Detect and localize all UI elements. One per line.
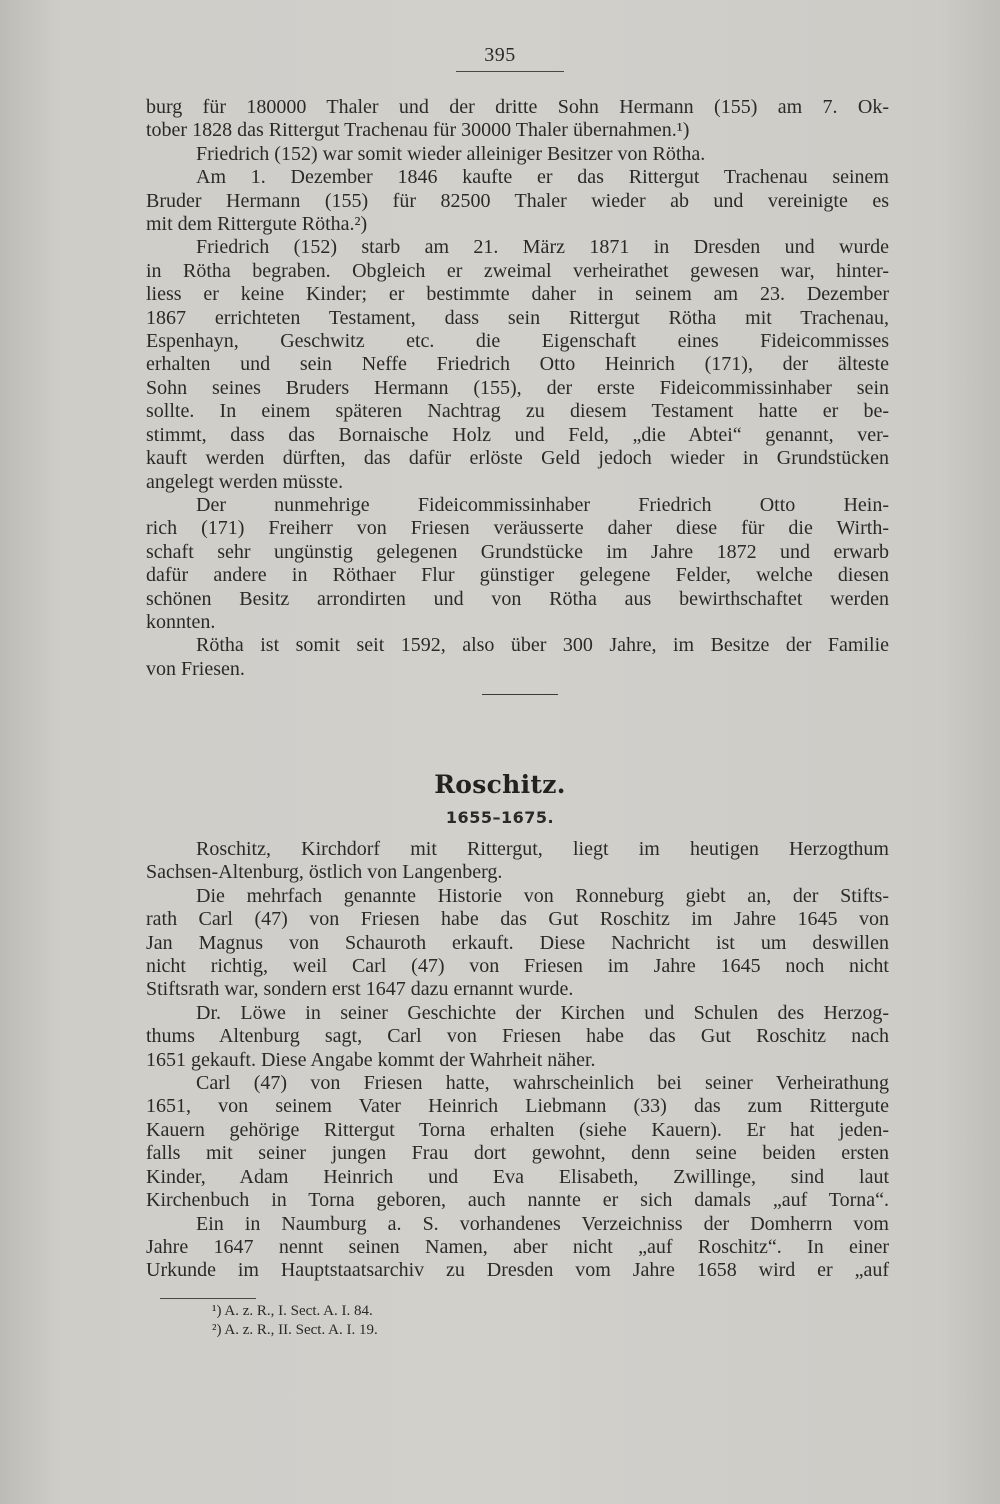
text-line: Urkunde im Hauptstaatsarchiv zu Dresden vom Jahre 1658 wird er „auf bbox=[146, 1259, 889, 1282]
text-line: Carl (47) von Friesen hatte, wahrscheinlich bei seiner Verheirathung bbox=[196, 1072, 889, 1095]
text-line: Espenhayn, Geschwitz etc. die Eigenschaft eines Fideicommisses bbox=[146, 330, 889, 353]
text-line: Kauern gehörige Rittergut Torna erhalten (siehe Kauern). Er hat jeden- bbox=[146, 1118, 889, 1141]
text-line: rich (171) Freiherr von Friesen veräusserte daher diese für die Wirth- bbox=[146, 517, 889, 540]
text-line: 1651 gekauft. Diese Angabe kommt der Wahrheit näher. bbox=[146, 1048, 596, 1071]
text-line: liess er keine Kinder; er bestimmte daher in seinem am 23. Dezember bbox=[146, 283, 889, 306]
text-line: dafür andere in Röthaer Flur günstiger gelegene Felder, welche diesen bbox=[146, 564, 889, 587]
text-line: rath Carl (47) von Friesen habe das Gut Roschitz im Jahre 1645 von bbox=[146, 908, 889, 931]
footnote: ²) A. z. R., II. Sect. A. I. 19. bbox=[212, 1322, 378, 1338]
text-line: Dr. Löwe in seiner Geschichte der Kirchen und Schulen des Herzog- bbox=[196, 1001, 889, 1024]
text-line: nicht richtig, weil Carl (47) von Friesen im Jahre 1645 noch nicht bbox=[146, 955, 889, 978]
text-block-roschitz bbox=[146, 838, 889, 1283]
text-block-roetha bbox=[146, 96, 889, 681]
text-line: Friedrich (152) starb am 21. März 1871 in Dresden und wurde bbox=[196, 236, 889, 259]
page-number-rule bbox=[456, 71, 564, 72]
text-line: thums Altenburg sagt, Carl von Friesen habe das Gut Roschitz nach bbox=[146, 1025, 889, 1048]
text-line: Sachsen-Altenburg, östlich von Langenberg. bbox=[146, 861, 503, 884]
footnote-rule bbox=[160, 1298, 256, 1299]
text-line: mit dem Rittergute Rötha.²) bbox=[146, 213, 368, 236]
text-line: schaft sehr ungünstig gelegenen Grundstücke im Jahre 1872 und erwarb bbox=[146, 540, 889, 563]
text-line: von Friesen. bbox=[146, 657, 245, 680]
text-line: Bruder Hermann (155) für 82500 Thaler wieder ab und vereinigte es bbox=[146, 189, 889, 212]
page-number: 395 bbox=[484, 44, 516, 66]
text-line: Stiftsrath war, sondern erst 1647 dazu ernannt wurde. bbox=[146, 978, 574, 1001]
text-line: stimmt, dass das Bornaische Holz und Feld, „die Abtei“ genannt, ver- bbox=[146, 423, 889, 446]
text-line: Am 1. Dezember 1846 kaufte er das Rittergut Trachenau seinem bbox=[196, 166, 889, 189]
text-line: burg für 180000 Thaler und der dritte Sohn Hermann (155) am 7. Ok- bbox=[146, 96, 889, 118]
text-line: in Rötha begraben. Obgleich er zweimal verheirathet gewesen war, hinter- bbox=[146, 259, 889, 282]
text-line: 1651, von seinem Vater Heinrich Liebmann (33) das zum Rittergute bbox=[146, 1095, 889, 1118]
section-separator bbox=[482, 694, 558, 695]
text-line: Kirchenbuch in Torna geboren, auch nannte er sich damals „auf Torna“. bbox=[146, 1189, 889, 1212]
text-line: Der nunmehrige Fideicommissinhaber Friedrich Otto Hein- bbox=[196, 493, 889, 516]
text-line: angelegt werden müsste. bbox=[146, 470, 344, 493]
text-line: erhalten und sein Neffe Friedrich Otto Heinrich (171), der älteste bbox=[146, 353, 889, 376]
text-line: schönen Besitz arrondirten und von Rötha aus bewirthschaftet werden bbox=[146, 587, 889, 610]
text-line: Roschitz, Kirchdorf mit Rittergut, liegt im heutigen Herzogthum bbox=[196, 838, 889, 860]
text-line: Rötha ist somit seit 1592, also über 300 Jahre, im Besitze der Familie bbox=[196, 634, 889, 657]
text-line: kauft werden dürften, das dafür erlöste Geld jedoch wieder in Grundstücken bbox=[146, 447, 889, 470]
text-line: Jahre 1647 nennt seinen Namen, aber nicht „auf Roschitz“. In einer bbox=[146, 1235, 889, 1258]
text-line: 1867 errichteten Testament, dass sein Rittergut Rötha mit Trachenau, bbox=[146, 306, 889, 329]
text-line: Die mehrfach genannte Historie von Ronneburg giebt an, der Stifts- bbox=[196, 884, 889, 907]
text-line: falls mit seiner jungen Frau dort gewohnt, denn seine beiden ersten bbox=[146, 1142, 889, 1165]
text-line: Friedrich (152) war somit wieder alleiniger Besitzer von Rötha. bbox=[196, 142, 706, 165]
text-line: Kinder, Adam Heinrich und Eva Elisabeth, Zwillinge, sind laut bbox=[146, 1165, 889, 1188]
text-line: Jan Magnus von Schauroth erkauft. Diese Nachricht ist um deswillen bbox=[146, 931, 889, 954]
section-heading: Roschitz. bbox=[434, 770, 566, 799]
text-line: konnten. bbox=[146, 610, 216, 633]
text-line: tober 1828 das Rittergut Trachenau für 30000 Thaler übernahmen.¹) bbox=[146, 119, 690, 142]
text-line: Ein in Naumburg a. S. vorhandenes Verzeichniss der Domherrn vom bbox=[196, 1212, 889, 1235]
footnotes bbox=[212, 1302, 378, 1340]
text-line: Sohn seines Bruders Hermann (155), der erste Fideicommissinhaber sein bbox=[146, 376, 889, 399]
footnote: ¹) A. z. R., I. Sect. A. I. 84. bbox=[212, 1303, 373, 1319]
section-years: 1655–1675. bbox=[445, 808, 555, 827]
text-line: sollte. In einem späteren Nachtrag zu diesem Testament hatte er be- bbox=[146, 400, 889, 423]
